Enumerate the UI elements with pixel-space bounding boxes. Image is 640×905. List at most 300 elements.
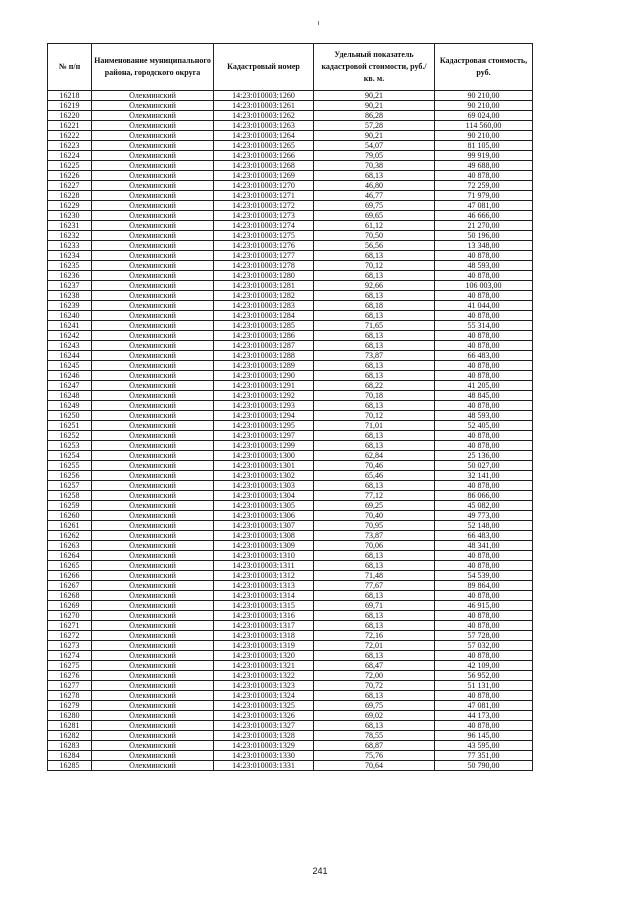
table-row: [48, 111, 533, 121]
cadastral-value-cell: 47 081,00: [435, 701, 533, 711]
cadastral-number-cell: 14:23:010003:1286: [214, 331, 314, 341]
cadastral-value-cell: 40 878,00: [435, 651, 533, 661]
row-number-cell: 16279: [48, 701, 92, 711]
cadastral-value-cell: 57 032,00: [435, 641, 533, 651]
cadastral-value-cell: 52 148,00: [435, 521, 533, 531]
specific-value-cell: 68,13: [314, 721, 435, 731]
table-row: [48, 211, 533, 221]
row-number-cell: 16252: [48, 431, 92, 441]
table-row: [48, 571, 533, 581]
cadastral-number-cell: 14:23:010003:1275: [214, 231, 314, 241]
table-row: [48, 651, 533, 661]
cadastral-value-cell: 40 878,00: [435, 341, 533, 351]
cadastral-number-cell: 14:23:010003:1302: [214, 471, 314, 481]
table-row: [48, 611, 533, 621]
specific-value-cell: 57,28: [314, 121, 435, 131]
cadastral-value-cell: 41 205,00: [435, 381, 533, 391]
municipality-cell: Олекминский: [92, 521, 214, 531]
row-number-cell: 16255: [48, 461, 92, 471]
table-row: [48, 101, 533, 111]
cadastral-value-cell: 52 405,00: [435, 421, 533, 431]
cadastral-number-cell: 14:23:010003:1311: [214, 561, 314, 571]
municipality-cell: Олекминский: [92, 261, 214, 271]
specific-value-cell: 70,72: [314, 681, 435, 691]
row-number-cell: 16265: [48, 561, 92, 571]
table-row: [48, 91, 533, 101]
cadastral-value-cell: 40 878,00: [435, 331, 533, 341]
municipality-cell: Олекминский: [92, 161, 214, 171]
municipality-cell: Олекминский: [92, 591, 214, 601]
table-row: [48, 621, 533, 631]
specific-value-cell: 70,06: [314, 541, 435, 551]
cadastral-value-cell: 48 593,00: [435, 411, 533, 421]
municipality-cell: Олекминский: [92, 141, 214, 151]
cadastral-number-cell: 14:23:010003:1307: [214, 521, 314, 531]
specific-value-cell: 90,21: [314, 91, 435, 101]
row-number-cell: 16277: [48, 681, 92, 691]
cadastral-value-cell: 40 878,00: [435, 591, 533, 601]
cadastral-number-cell: 14:23:010003:1292: [214, 391, 314, 401]
specific-value-cell: 69,25: [314, 501, 435, 511]
cadastral-value-cell: 13 348,00: [435, 241, 533, 251]
municipality-cell: Олекминский: [92, 491, 214, 501]
municipality-cell: Олекминский: [92, 661, 214, 671]
row-number-cell: 16270: [48, 611, 92, 621]
specific-value-cell: 69,02: [314, 711, 435, 721]
cadastral-number-cell: 14:23:010003:1314: [214, 591, 314, 601]
specific-value-cell: 70,38: [314, 161, 435, 171]
cadastral-value-cell: 40 878,00: [435, 311, 533, 321]
table-row: [48, 431, 533, 441]
municipality-cell: Олекминский: [92, 211, 214, 221]
table-row: [48, 661, 533, 671]
cadastral-number-cell: 14:23:010003:1260: [214, 91, 314, 101]
row-number-cell: 16235: [48, 261, 92, 271]
specific-value-cell: 68,13: [314, 311, 435, 321]
specific-value-cell: 73,87: [314, 531, 435, 541]
cadastral-number-cell: 14:23:010003:1322: [214, 671, 314, 681]
municipality-cell: Олекминский: [92, 361, 214, 371]
cadastral-value-cell: 66 483,00: [435, 531, 533, 541]
cadastral-value-cell: 46 915,00: [435, 601, 533, 611]
cadastral-value-cell: 40 878,00: [435, 721, 533, 731]
cadastral-number-cell: 14:23:010003:1304: [214, 491, 314, 501]
cadastral-value-cell: 40 878,00: [435, 291, 533, 301]
cadastral-value-cell: 40 878,00: [435, 401, 533, 411]
cadastral-number-cell: 14:23:010003:1276: [214, 241, 314, 251]
row-number-cell: 16224: [48, 151, 92, 161]
municipality-cell: Олекминский: [92, 641, 214, 651]
municipality-cell: Олекминский: [92, 461, 214, 471]
row-number-cell: 16278: [48, 691, 92, 701]
cadastral-value-cell: 106 003,00: [435, 281, 533, 291]
row-number-cell: 16237: [48, 281, 92, 291]
cadastral-value-cell: 54 539,00: [435, 571, 533, 581]
cadastral-value-cell: 89 864,00: [435, 581, 533, 591]
row-number-cell: 16230: [48, 211, 92, 221]
specific-value-cell: 69,75: [314, 201, 435, 211]
cadastral-value-cell: 50 196,00: [435, 231, 533, 241]
row-number-cell: 16268: [48, 591, 92, 601]
row-number-cell: 16250: [48, 411, 92, 421]
cadastral-value-cell: 40 878,00: [435, 691, 533, 701]
municipality-cell: Олекминский: [92, 751, 214, 761]
municipality-cell: Олекминский: [92, 741, 214, 751]
specific-value-cell: 73,87: [314, 351, 435, 361]
cadastral-value-cell: 86 066,00: [435, 491, 533, 501]
cadastral-value-cell: 96 145,00: [435, 731, 533, 741]
specific-value-cell: 70,64: [314, 761, 435, 771]
municipality-cell: Олекминский: [92, 471, 214, 481]
cadastral-number-cell: 14:23:010003:1284: [214, 311, 314, 321]
specific-value-cell: 68,13: [314, 481, 435, 491]
cadastral-value-cell: 57 728,00: [435, 631, 533, 641]
cadastral-number-cell: 14:23:010003:1321: [214, 661, 314, 671]
table-row: [48, 461, 533, 471]
specific-value-cell: 68,13: [314, 611, 435, 621]
header-row-number: № п/п: [48, 44, 92, 91]
specific-value-cell: 72,01: [314, 641, 435, 651]
specific-value-cell: 70,46: [314, 461, 435, 471]
cadastral-number-cell: 14:23:010003:1266: [214, 151, 314, 161]
table-row: [48, 311, 533, 321]
cadastral-number-cell: 14:23:010003:1287: [214, 341, 314, 351]
cadastral-value-cell: 90 210,00: [435, 131, 533, 141]
municipality-cell: Олекминский: [92, 241, 214, 251]
row-number-cell: 16258: [48, 491, 92, 501]
cadastral-number-cell: 14:23:010003:1295: [214, 421, 314, 431]
municipality-cell: Олекминский: [92, 701, 214, 711]
specific-value-cell: 69,71: [314, 601, 435, 611]
cadastral-number-cell: 14:23:010003:1268: [214, 161, 314, 171]
specific-value-cell: 68,13: [314, 361, 435, 371]
municipality-cell: Олекминский: [92, 711, 214, 721]
table-row: [48, 451, 533, 461]
municipality-cell: Олекминский: [92, 101, 214, 111]
municipality-cell: Олекминский: [92, 671, 214, 681]
specific-value-cell: 68,13: [314, 441, 435, 451]
table-row: [48, 561, 533, 571]
municipality-cell: Олекминский: [92, 421, 214, 431]
table-row: [48, 161, 533, 171]
cadastral-number-cell: 14:23:010003:1273: [214, 211, 314, 221]
municipality-cell: Олекминский: [92, 391, 214, 401]
specific-value-cell: 61,12: [314, 221, 435, 231]
specific-value-cell: 69,65: [314, 211, 435, 221]
cadastral-value-cell: 48 341,00: [435, 541, 533, 551]
cadastral-number-cell: 14:23:010003:1288: [214, 351, 314, 361]
row-number-cell: 16281: [48, 721, 92, 731]
cadastral-value-cell: 40 878,00: [435, 561, 533, 571]
cadastral-value-cell: 40 878,00: [435, 361, 533, 371]
table-row: [48, 581, 533, 591]
specific-value-cell: 70,95: [314, 521, 435, 531]
table-row: [48, 501, 533, 511]
cadastral-value-cell: 40 878,00: [435, 251, 533, 261]
row-number-cell: 16247: [48, 381, 92, 391]
table-row: [48, 141, 533, 151]
specific-value-cell: 90,21: [314, 101, 435, 111]
municipality-cell: Олекминский: [92, 691, 214, 701]
cadastral-number-cell: 14:23:010003:1272: [214, 201, 314, 211]
cadastral-value-cell: 40 878,00: [435, 371, 533, 381]
table-row: [48, 131, 533, 141]
cadastral-value-cell: 81 105,00: [435, 141, 533, 151]
municipality-cell: Олекминский: [92, 651, 214, 661]
scan-artifact: [318, 21, 319, 25]
municipality-cell: Олекминский: [92, 611, 214, 621]
row-number-cell: 16256: [48, 471, 92, 481]
municipality-cell: Олекминский: [92, 761, 214, 771]
table-row: [48, 381, 533, 391]
table-row: [48, 201, 533, 211]
row-number-cell: 16219: [48, 101, 92, 111]
row-number-cell: 16240: [48, 311, 92, 321]
specific-value-cell: 46,77: [314, 191, 435, 201]
row-number-cell: 16223: [48, 141, 92, 151]
row-number-cell: 16236: [48, 271, 92, 281]
row-number-cell: 16285: [48, 761, 92, 771]
cadastral-number-cell: 14:23:010003:1318: [214, 631, 314, 641]
table-row: [48, 301, 533, 311]
table-row: [48, 281, 533, 291]
row-number-cell: 16242: [48, 331, 92, 341]
cadastral-value-cell: 41 044,00: [435, 301, 533, 311]
cadastral-value-table: [47, 43, 533, 771]
row-number-cell: 16284: [48, 751, 92, 761]
cadastral-value-cell: 71 979,00: [435, 191, 533, 201]
table-row: [48, 631, 533, 641]
specific-value-cell: 62,84: [314, 451, 435, 461]
municipality-cell: Олекминский: [92, 581, 214, 591]
table-row: [48, 351, 533, 361]
cadastral-value-cell: 90 210,00: [435, 91, 533, 101]
cadastral-number-cell: 14:23:010003:1265: [214, 141, 314, 151]
municipality-cell: Олекминский: [92, 531, 214, 541]
table-row: [48, 411, 533, 421]
municipality-cell: Олекминский: [92, 351, 214, 361]
table-row: [48, 181, 533, 191]
table-row: [48, 491, 533, 501]
municipality-cell: Олекминский: [92, 681, 214, 691]
specific-value-cell: 68,13: [314, 271, 435, 281]
cadastral-number-cell: 14:23:010003:1281: [214, 281, 314, 291]
cadastral-value-cell: 40 878,00: [435, 441, 533, 451]
row-number-cell: 16248: [48, 391, 92, 401]
municipality-cell: Олекминский: [92, 401, 214, 411]
municipality-cell: Олекминский: [92, 181, 214, 191]
cadastral-number-cell: 14:23:010003:1262: [214, 111, 314, 121]
cadastral-value-cell: 42 109,00: [435, 661, 533, 671]
table-row: [48, 721, 533, 731]
row-number-cell: 16280: [48, 711, 92, 721]
cadastral-number-cell: 14:23:010003:1280: [214, 271, 314, 281]
municipality-cell: Олекминский: [92, 451, 214, 461]
specific-value-cell: 68,13: [314, 591, 435, 601]
cadastral-number-cell: 14:23:010003:1330: [214, 751, 314, 761]
cadastral-number-cell: 14:23:010003:1283: [214, 301, 314, 311]
specific-value-cell: 70,12: [314, 411, 435, 421]
cadastral-value-cell: 48 845,00: [435, 391, 533, 401]
table-row: [48, 171, 533, 181]
specific-value-cell: 70,40: [314, 511, 435, 521]
cadastral-value-cell: 46 666,00: [435, 211, 533, 221]
cadastral-value-cell: 32 141,00: [435, 471, 533, 481]
municipality-cell: Олекминский: [92, 271, 214, 281]
cadastral-number-cell: 14:23:010003:1312: [214, 571, 314, 581]
cadastral-number-cell: 14:23:010003:1325: [214, 701, 314, 711]
cadastral-value-cell: 40 878,00: [435, 481, 533, 491]
table-row: [48, 291, 533, 301]
cadastral-number-cell: 14:23:010003:1282: [214, 291, 314, 301]
row-number-cell: 16261: [48, 521, 92, 531]
specific-value-cell: 90,21: [314, 131, 435, 141]
table-row: [48, 471, 533, 481]
table-row: [48, 331, 533, 341]
cadastral-number-cell: 14:23:010003:1313: [214, 581, 314, 591]
row-number-cell: 16232: [48, 231, 92, 241]
municipality-cell: Олекминский: [92, 431, 214, 441]
cadastral-number-cell: 14:23:010003:1299: [214, 441, 314, 451]
row-number-cell: 16272: [48, 631, 92, 641]
cadastral-number-cell: 14:23:010003:1308: [214, 531, 314, 541]
specific-value-cell: 69,75: [314, 701, 435, 711]
row-number-cell: 16259: [48, 501, 92, 511]
row-number-cell: 16276: [48, 671, 92, 681]
municipality-cell: Олекминский: [92, 571, 214, 581]
specific-value-cell: 86,28: [314, 111, 435, 121]
municipality-cell: Олекминский: [92, 201, 214, 211]
row-number-cell: 16238: [48, 291, 92, 301]
cadastral-value-cell: 48 593,00: [435, 261, 533, 271]
cadastral-value-cell: 45 082,00: [435, 501, 533, 511]
table-row: [48, 421, 533, 431]
municipality-cell: Олекминский: [92, 221, 214, 231]
cadastral-number-cell: 14:23:010003:1290: [214, 371, 314, 381]
row-number-cell: 16227: [48, 181, 92, 191]
table-row: [48, 361, 533, 371]
specific-value-cell: 75,76: [314, 751, 435, 761]
cadastral-value-cell: 49 773,00: [435, 511, 533, 521]
table-row: [48, 271, 533, 281]
row-number-cell: 16271: [48, 621, 92, 631]
municipality-cell: Олекминский: [92, 131, 214, 141]
header-municipality: Наименование муниципального района, городского округа: [92, 44, 214, 91]
municipality-cell: Олекминский: [92, 341, 214, 351]
cadastral-number-cell: 14:23:010003:1300: [214, 451, 314, 461]
specific-value-cell: 68,13: [314, 691, 435, 701]
row-number-cell: 16234: [48, 251, 92, 261]
row-number-cell: 16243: [48, 341, 92, 351]
row-number-cell: 16273: [48, 641, 92, 651]
cadastral-number-cell: 14:23:010003:1329: [214, 741, 314, 751]
row-number-cell: 16264: [48, 551, 92, 561]
specific-value-cell: 92,66: [314, 281, 435, 291]
cadastral-number-cell: 14:23:010003:1271: [214, 191, 314, 201]
row-number-cell: 16260: [48, 511, 92, 521]
cadastral-number-cell: 14:23:010003:1301: [214, 461, 314, 471]
cadastral-value-cell: 40 878,00: [435, 621, 533, 631]
specific-value-cell: 70,50: [314, 231, 435, 241]
municipality-cell: Олекминский: [92, 121, 214, 131]
specific-value-cell: 71,65: [314, 321, 435, 331]
specific-value-cell: 54,07: [314, 141, 435, 151]
specific-value-cell: 77,12: [314, 491, 435, 501]
row-number-cell: 16225: [48, 161, 92, 171]
row-number-cell: 16220: [48, 111, 92, 121]
row-number-cell: 16228: [48, 191, 92, 201]
table-row: [48, 241, 533, 251]
row-number-cell: 16241: [48, 321, 92, 331]
table-row: [48, 761, 533, 771]
table-row: [48, 691, 533, 701]
municipality-cell: Олекминский: [92, 501, 214, 511]
cadastral-number-cell: 14:23:010003:1269: [214, 171, 314, 181]
row-number-cell: 16239: [48, 301, 92, 311]
cadastral-number-cell: 14:23:010003:1309: [214, 541, 314, 551]
table-row: [48, 341, 533, 351]
table-row: [48, 591, 533, 601]
page-number: 241: [312, 866, 328, 876]
specific-value-cell: 77,67: [314, 581, 435, 591]
cadastral-number-cell: 14:23:010003:1291: [214, 381, 314, 391]
table-row: [48, 521, 533, 531]
municipality-cell: Олекминский: [92, 381, 214, 391]
specific-value-cell: 68,22: [314, 381, 435, 391]
row-number-cell: 16275: [48, 661, 92, 671]
row-number-cell: 16253: [48, 441, 92, 451]
municipality-cell: Олекминский: [92, 541, 214, 551]
row-number-cell: 16218: [48, 91, 92, 101]
cadastral-number-cell: 14:23:010003:1316: [214, 611, 314, 621]
cadastral-number-cell: 14:23:010003:1323: [214, 681, 314, 691]
cadastral-value-cell: 69 024,00: [435, 111, 533, 121]
specific-value-cell: 70,18: [314, 391, 435, 401]
cadastral-value-cell: 40 878,00: [435, 431, 533, 441]
table-row: [48, 731, 533, 741]
municipality-cell: Олекминский: [92, 291, 214, 301]
cadastral-number-cell: 14:23:010003:1331: [214, 761, 314, 771]
cadastral-number-cell: 14:23:010003:1315: [214, 601, 314, 611]
municipality-cell: Олекминский: [92, 171, 214, 181]
cadastral-number-cell: 14:23:010003:1303: [214, 481, 314, 491]
cadastral-number-cell: 14:23:010003:1270: [214, 181, 314, 191]
cadastral-value-cell: 50 027,00: [435, 461, 533, 471]
cadastral-value-cell: 51 131,00: [435, 681, 533, 691]
cadastral-value-cell: 49 688,00: [435, 161, 533, 171]
municipality-cell: Олекминский: [92, 621, 214, 631]
specific-value-cell: 71,01: [314, 421, 435, 431]
cadastral-value-cell: 40 878,00: [435, 611, 533, 621]
cadastral-value-cell: 21 270,00: [435, 221, 533, 231]
cadastral-number-cell: 14:23:010003:1326: [214, 711, 314, 721]
table-body: [48, 91, 533, 771]
specific-value-cell: 68,13: [314, 621, 435, 631]
row-number-cell: 16221: [48, 121, 92, 131]
specific-value-cell: 68,47: [314, 661, 435, 671]
specific-value-cell: 70,12: [314, 261, 435, 271]
municipality-cell: Олекминский: [92, 721, 214, 731]
table-row: [48, 251, 533, 261]
cadastral-number-cell: 14:23:010003:1327: [214, 721, 314, 731]
cadastral-number-cell: 14:23:010003:1289: [214, 361, 314, 371]
row-number-cell: 16257: [48, 481, 92, 491]
cadastral-number-cell: 14:23:010003:1310: [214, 551, 314, 561]
specific-value-cell: 68,13: [314, 561, 435, 571]
cadastral-number-cell: 14:23:010003:1261: [214, 101, 314, 111]
municipality-cell: Олекминский: [92, 301, 214, 311]
row-number-cell: 16251: [48, 421, 92, 431]
